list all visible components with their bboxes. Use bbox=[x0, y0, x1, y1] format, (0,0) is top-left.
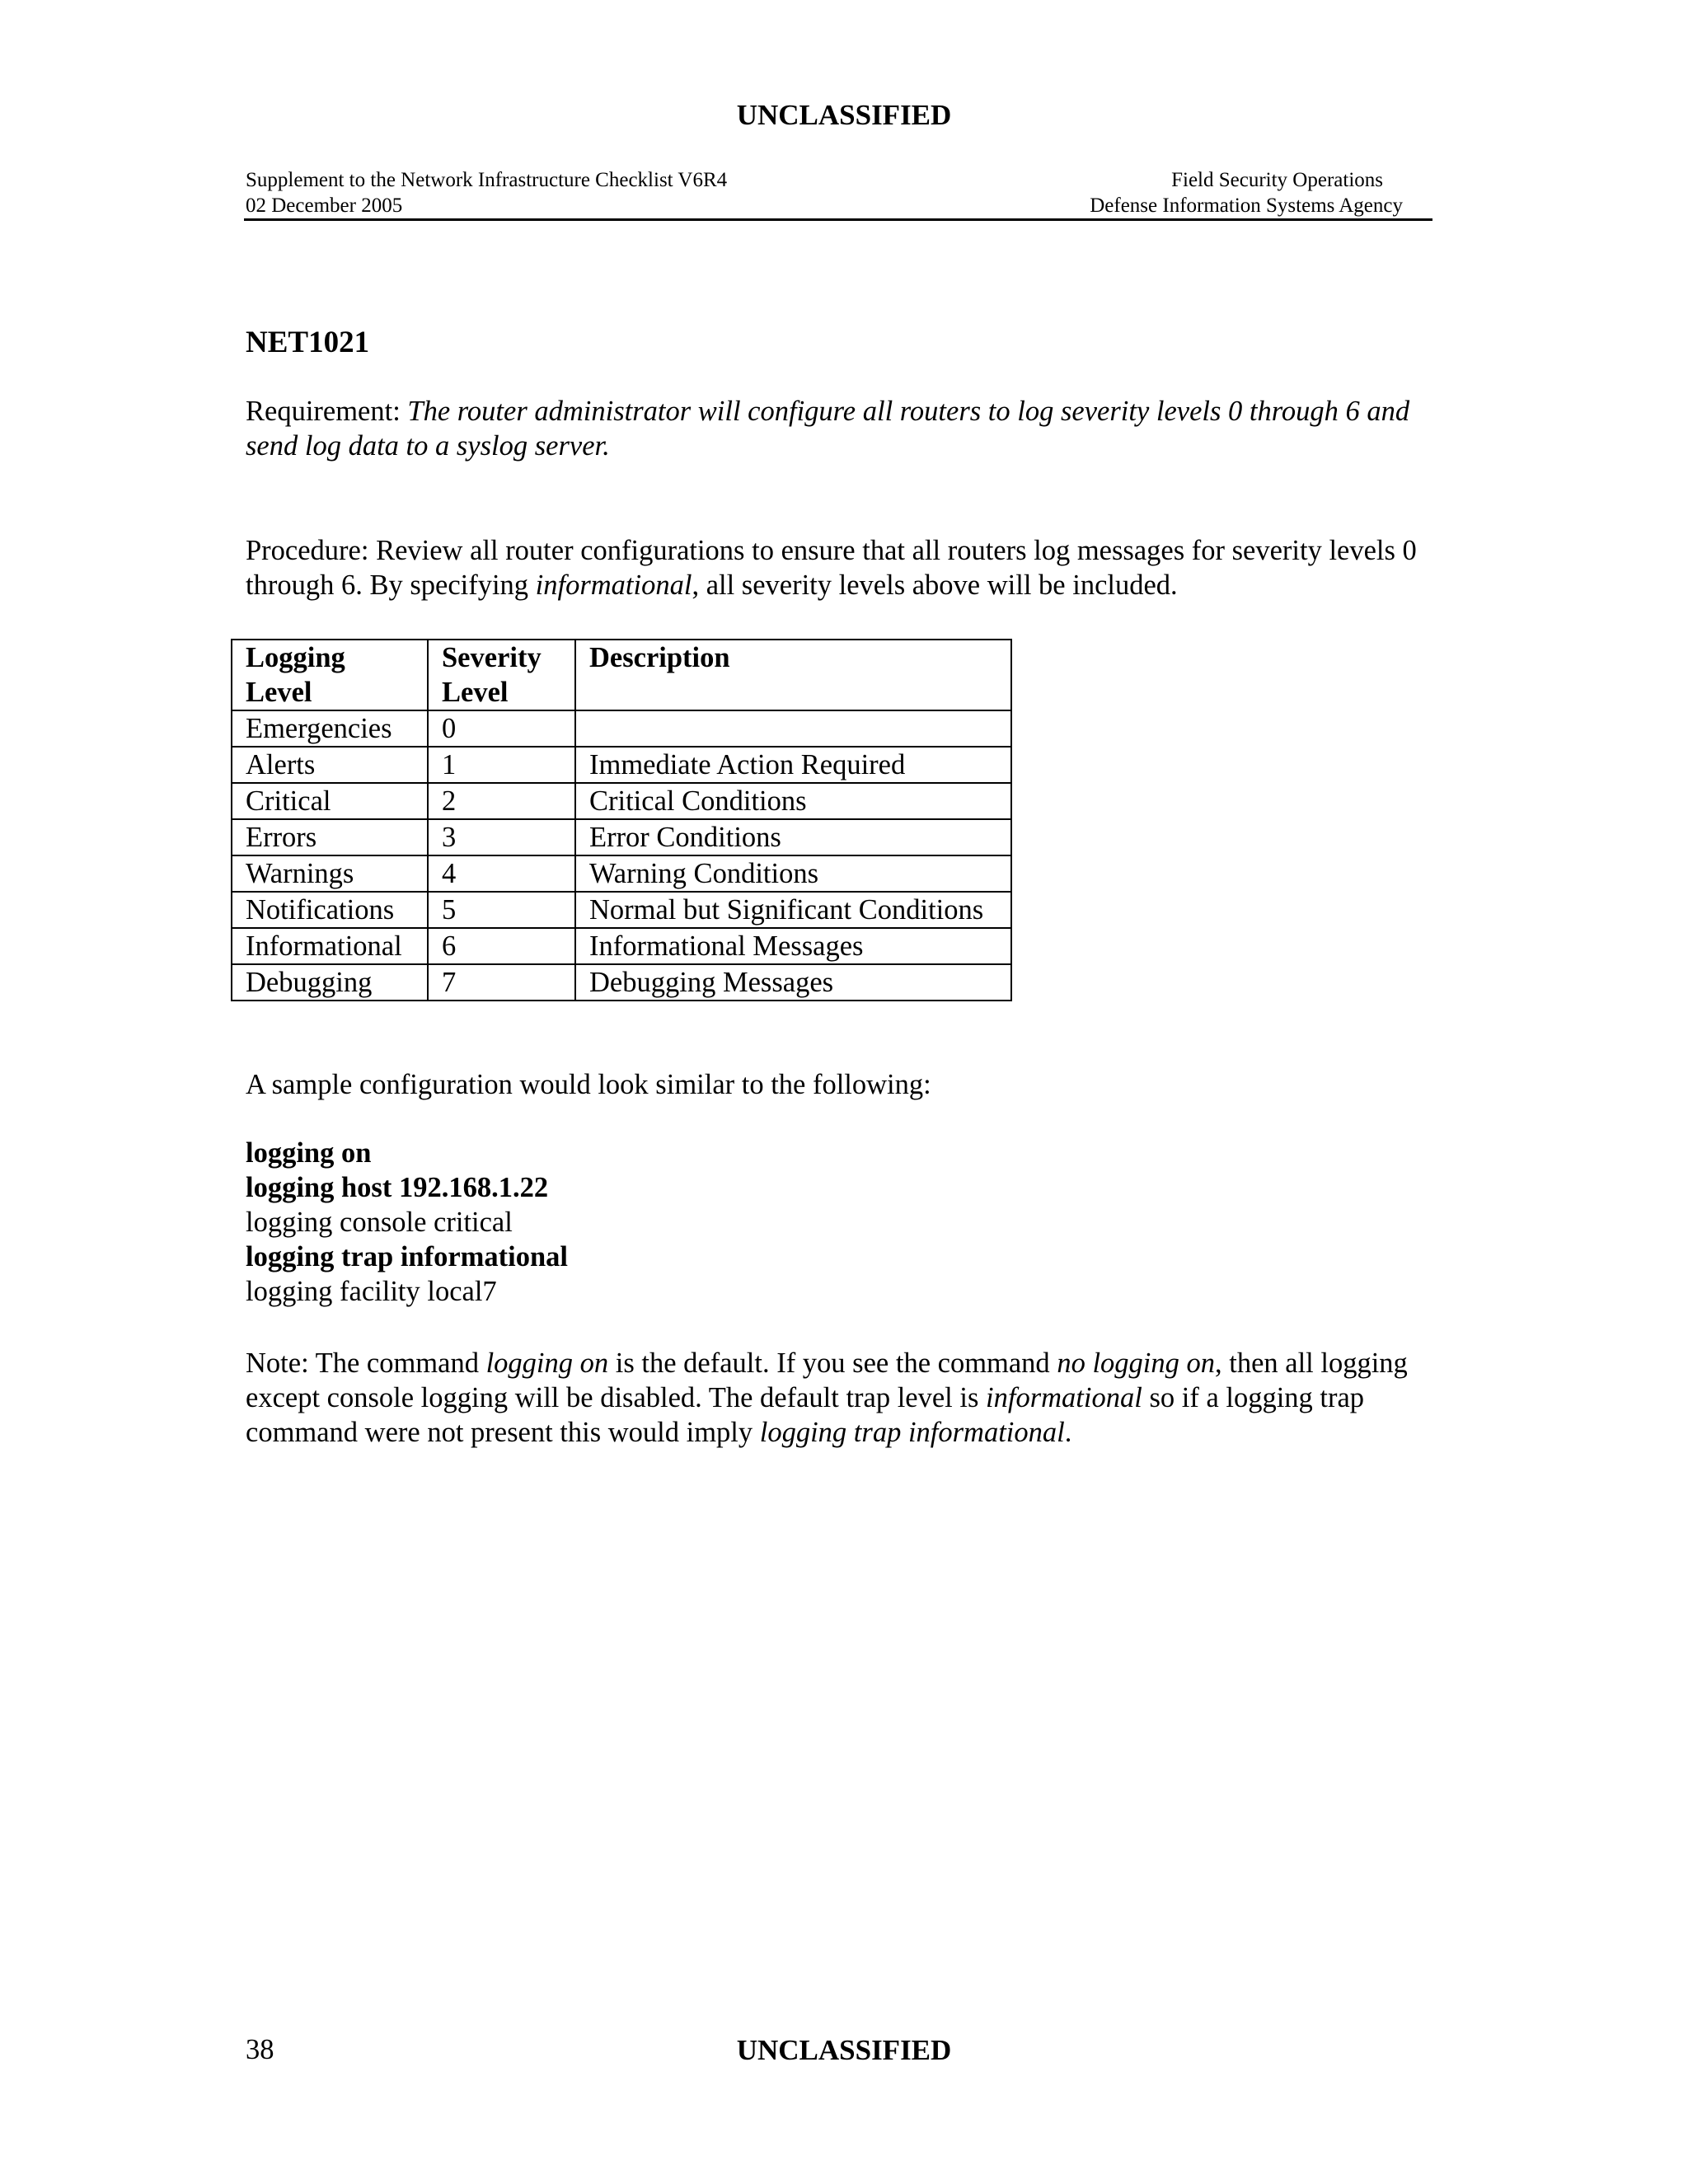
header-severity-level: Severity Level bbox=[428, 640, 575, 710]
cell-severity: 1 bbox=[428, 747, 575, 783]
cell-description: Error Conditions bbox=[575, 819, 1011, 855]
table-row bbox=[232, 855, 1011, 892]
header-description: Description bbox=[575, 640, 1011, 710]
cell-logging-level: Notifications bbox=[232, 892, 428, 928]
cell-description: Critical Conditions bbox=[575, 783, 1011, 819]
sample-intro: A sample configuration would look similar to the following: bbox=[246, 1069, 931, 1100]
note-text: so if a logging trap command were not present this would imply bbox=[246, 1382, 1365, 1448]
table-row bbox=[232, 747, 1011, 783]
header-doc-title: Supplement to the Network Infrastructure Checklist V6R4 bbox=[246, 169, 728, 191]
cell-description bbox=[575, 710, 1011, 747]
note-text: is the default. If you see the command bbox=[608, 1347, 1057, 1379]
cell-description: Immediate Action Required bbox=[575, 747, 1011, 783]
header-right bbox=[1090, 167, 1403, 218]
cell-logging-level: Critical bbox=[232, 783, 428, 819]
cell-severity: 3 bbox=[428, 819, 575, 855]
cell-description: Warning Conditions bbox=[575, 855, 1011, 892]
config-line: logging facility local7 bbox=[246, 1276, 497, 1307]
cell-logging-level: Errors bbox=[232, 819, 428, 855]
note-italic: no logging on bbox=[1057, 1347, 1215, 1379]
note-text: . bbox=[1064, 1417, 1072, 1448]
config-line: logging console critical bbox=[246, 1207, 513, 1238]
cell-severity: 7 bbox=[428, 964, 575, 1001]
table-row bbox=[232, 819, 1011, 855]
requirement-paragraph bbox=[246, 394, 1449, 463]
logging-levels-table bbox=[231, 639, 1012, 1001]
note-text: , then all logging except console logging will be disabled. The default trap level is bbox=[246, 1347, 1408, 1413]
requirement-label: Requirement: bbox=[246, 396, 408, 427]
cell-description: Informational Messages bbox=[575, 928, 1011, 964]
config-line: logging trap informational bbox=[246, 1241, 569, 1272]
cell-logging-level: Warnings bbox=[232, 855, 428, 892]
config-line: logging host 192.168.1.22 bbox=[246, 1172, 549, 1203]
header-date: 02 December 2005 bbox=[246, 194, 403, 217]
header-left bbox=[246, 167, 727, 218]
note-italic: logging trap informational bbox=[759, 1417, 1065, 1448]
header-agency: Defense Information Systems Agency bbox=[1090, 194, 1403, 217]
cell-severity: 4 bbox=[428, 855, 575, 892]
note-italic: logging on bbox=[485, 1347, 609, 1379]
table-row bbox=[232, 892, 1011, 928]
note-text: Note: The command bbox=[246, 1347, 486, 1379]
note-italic: informational bbox=[986, 1382, 1142, 1413]
page-number: 38 bbox=[246, 2034, 274, 2065]
cell-logging-level: Debugging bbox=[232, 964, 428, 1001]
table-row bbox=[232, 964, 1011, 1001]
cell-severity: 6 bbox=[428, 928, 575, 964]
table-row bbox=[232, 710, 1011, 747]
requirement-text: The router administrator will configure all routers to log severity levels 0 through 6 and send log data to a syslog server. bbox=[246, 396, 1410, 462]
cell-logging-level: Informational bbox=[232, 928, 428, 964]
cell-logging-level: Emergencies bbox=[232, 710, 428, 747]
procedure-label: Procedure: bbox=[246, 535, 377, 566]
classification-banner-bottom: UNCLASSIFIED bbox=[736, 2034, 952, 2066]
sample-config-block bbox=[246, 1136, 568, 1309]
cell-description: Normal but Significant Conditions bbox=[575, 892, 1011, 928]
table-row bbox=[232, 928, 1011, 964]
table-header-row bbox=[232, 640, 1011, 710]
cell-severity: 5 bbox=[428, 892, 575, 928]
header-logging-level: Logging Level bbox=[232, 640, 428, 710]
section-heading: NET1021 bbox=[246, 326, 370, 359]
procedure-italic-term: informational bbox=[535, 569, 692, 601]
header-org-unit: Field Security Operations bbox=[1171, 169, 1383, 191]
header-divider bbox=[244, 218, 1432, 221]
classification-banner-top: UNCLASSIFIED bbox=[736, 99, 952, 131]
cell-description: Debugging Messages bbox=[575, 964, 1011, 1001]
procedure-text-before: Review all router configurations to ensure that all routers log messages for severity levels 0 through 6. By specifying bbox=[246, 535, 1417, 601]
note-paragraph bbox=[246, 1346, 1432, 1450]
config-line: logging on bbox=[246, 1137, 372, 1169]
cell-logging-level: Alerts bbox=[232, 747, 428, 783]
cell-severity: 0 bbox=[428, 710, 575, 747]
table-row bbox=[232, 783, 1011, 819]
procedure-text-after: , all severity levels above will be included. bbox=[692, 569, 1178, 601]
cell-severity: 2 bbox=[428, 783, 575, 819]
procedure-paragraph bbox=[246, 533, 1449, 602]
